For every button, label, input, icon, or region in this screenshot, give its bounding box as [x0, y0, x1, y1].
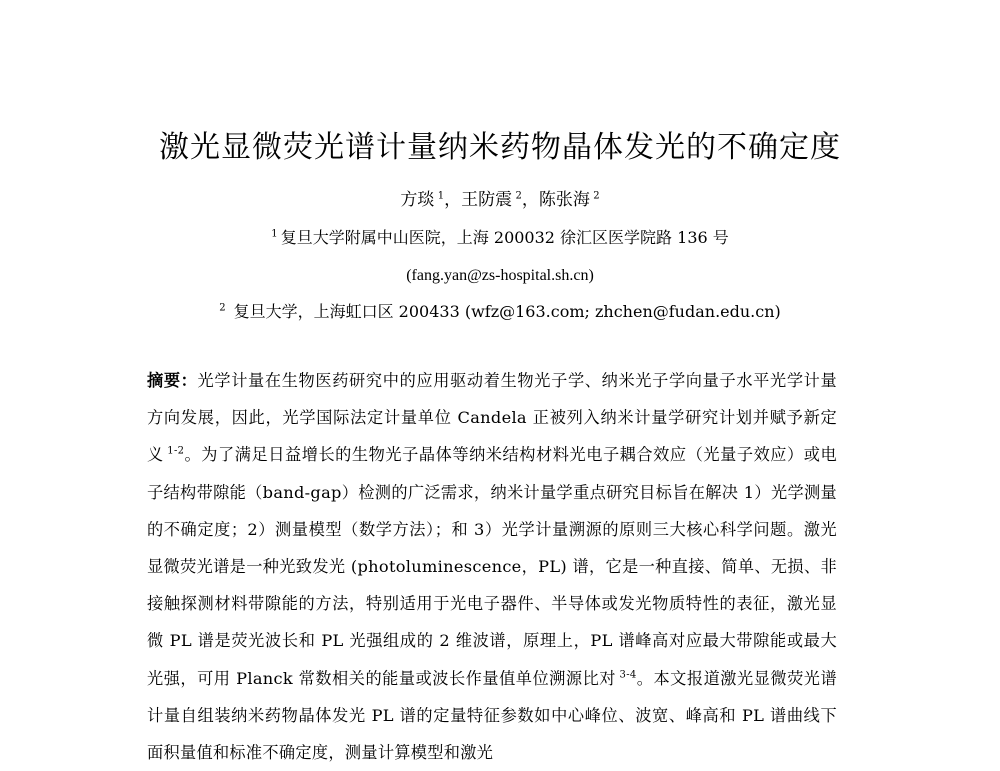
affiliation-text: 复旦大学，上海虹口区 200433 (wfz@163.com; zhchen@fudan.edu.cn): [233, 302, 781, 321]
affiliation-mark: 1: [271, 228, 278, 240]
affiliation-1-email: (fang.yan@zs-hospital.sh.cn): [406, 267, 594, 284]
abstract-text-3: 。本文报道激光显微荧光谱计量自组装纳米药物晶体发光 PL 谱的定量特征参数如中心峰位、波宽、峰高和 PL 谱曲线下面积量值和标准不确定度，测量计算模型和激光: [147, 668, 837, 763]
author-name: 陈张海: [538, 190, 590, 210]
author-separator: ，: [521, 190, 539, 210]
author-name: 方琰: [400, 190, 435, 210]
author-affil-mark: 1: [437, 190, 445, 202]
affiliation-mark: 2: [219, 302, 226, 314]
affiliation-1: [0, 226, 1000, 250]
author-list: [0, 188, 1000, 212]
author-name: 王防震: [461, 190, 513, 210]
citation-ref: 3-4: [619, 669, 637, 681]
abstract-text-2: 。为了满足日益增长的生物光子晶体等纳米结构材料光电子耦合效应（光量子效应）或电子结构带隙能（band-gap）检测的广泛需求，纳米计量学重点研究目标旨在解决 1）光学测量的不确定度；2）测量模型（数学方法）；和 3）光学计量溯源的原则三大核心科学问题。激光显微荧光谱是一种光致发光 (photoluminescence，PL) 谱，它是一种直接、简单、无损、非接触探测材料带隙能的方法，特别适用于光电子器件、半导体或发光物质特性的表征，激光显微 PL 谱是荧光波长和 PL 光强组成的 2 维波谱，原理上，PL 谱峰高对应最大带隙能或最大光强，可用 Planck 常数相关的能量或波长作量值单位溯源比对: [147, 445, 837, 688]
author-separator: ，: [444, 190, 462, 210]
citation-ref: 1-2: [167, 446, 185, 458]
abstract-label: 摘要：: [147, 371, 198, 390]
affiliation-2: [0, 300, 1000, 324]
abstract-text-1: 光学计量在生物医药研究中的应用驱动着生物光子学、纳米光子学向量子水平光学计量方向发展，因此，光学国际法定计量单位 Candela 正被列入纳米计量学研究计划并赋予新定义: [147, 371, 837, 465]
author-affil-mark: 2: [593, 190, 600, 202]
author-affil-mark: 2: [515, 190, 522, 202]
affiliation-text: 复旦大学附属中山医院，上海 200032 徐汇区医学院路 136 号: [280, 228, 729, 247]
paper-title: 激光显微荧光谱计量纳米药物晶体发光的不确定度: [159, 130, 841, 165]
abstract: [147, 362, 837, 771]
